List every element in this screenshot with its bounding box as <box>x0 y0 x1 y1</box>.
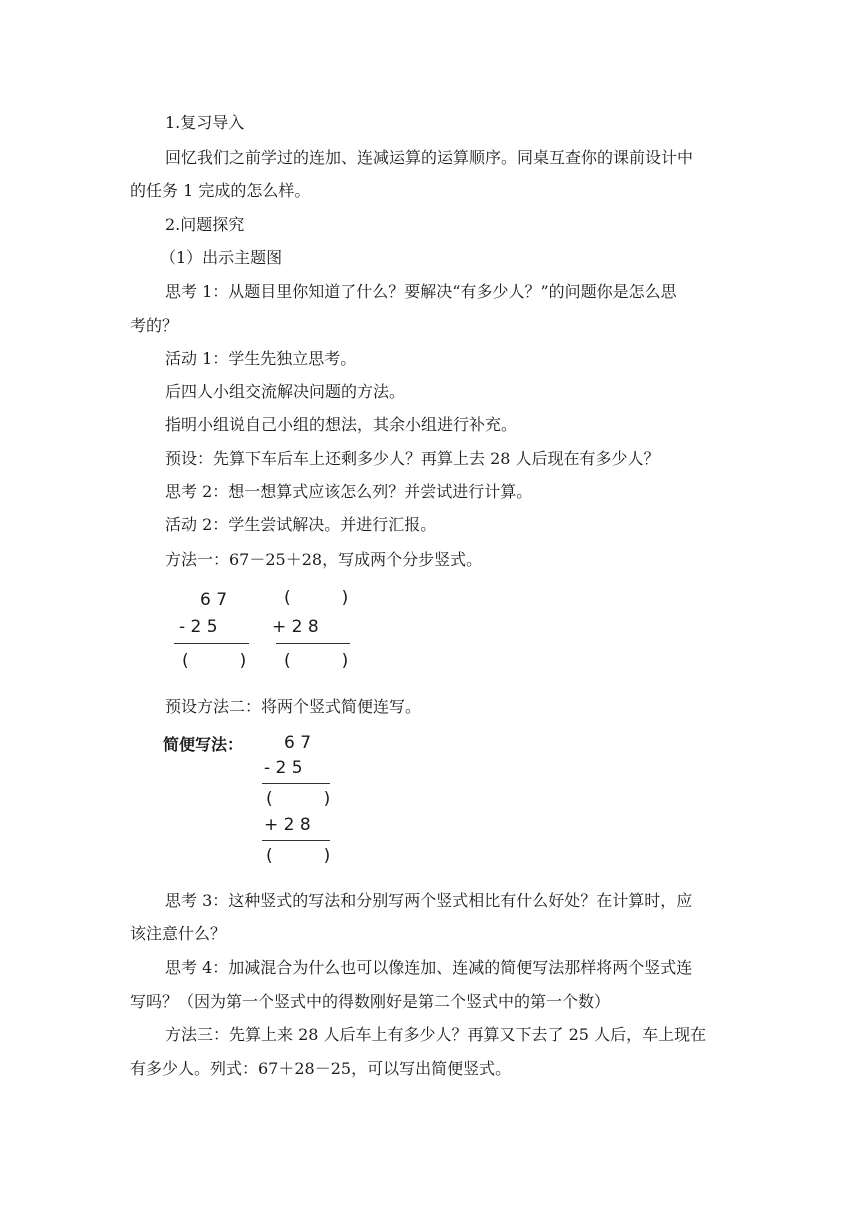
activity1-text: 活动 1：学生先独立思考。 <box>165 349 357 368</box>
shortcut-label: 简便写法： <box>163 735 244 754</box>
vertical2-underline <box>276 643 350 644</box>
vertical2-top: ( ) <box>284 588 349 608</box>
shortcut-mid-result: ( ) <box>266 789 331 809</box>
think2-text: 思考 2：想一想算式应该怎么列？并尝试进行计算。 <box>165 482 533 501</box>
section1-title: 1.复习导入 <box>165 113 245 132</box>
vertical1-top: 6 7 <box>200 590 228 610</box>
think4-line1: 思考 4：加减混合为什么也可以像连加、连减的简便写法那样将两个竖式连 <box>165 958 693 977</box>
method2-text: 预设方法二：将两个竖式简便连写。 <box>165 697 422 716</box>
shortcut-plus-row: + 2 8 <box>264 815 311 835</box>
vertical1-minus-row: - 2 5 <box>179 617 218 637</box>
shortcut-minus-row: - 2 5 <box>264 758 303 778</box>
activity2-text: 活动 2：学生尝试解决。并进行汇报。 <box>165 515 437 534</box>
think3-line2: 该注意什么？ <box>130 924 227 943</box>
vertical2-plus-row: + 2 8 <box>272 617 319 637</box>
shortcut-final-result: ( ) <box>266 846 331 866</box>
section2-title: 2.问题探究 <box>165 215 245 234</box>
shortcut-underline-2 <box>262 840 330 841</box>
method1-text: 方法一：67－25＋28，写成两个分步竖式。 <box>165 550 483 569</box>
section1-paragraph-line1: 回忆我们之前学过的连加、连减运算的运算顺序。同桌互查你的课前设计中 <box>165 148 694 167</box>
think1-line2: 考的？ <box>130 316 179 335</box>
method3-line2: 有多少人。列式：67＋28－25，可以写出简便竖式。 <box>130 1059 512 1078</box>
vertical1-result: ( ) <box>182 651 247 671</box>
shortcut-underline-1 <box>262 783 330 784</box>
vertical1-underline <box>174 643 249 644</box>
group-report-text: 指明小组说自己小组的想法，其余小组进行补充。 <box>165 415 518 434</box>
think1-line1: 思考 1：从题目里你知道了什么？要解决“有多少人？”的问题你是怎么思 <box>165 282 677 301</box>
think4-line2: 写吗？（因为第一个竖式中的得数刚好是第二个竖式中的第一个数） <box>130 992 611 1011</box>
shortcut-top: 6 7 <box>284 733 312 753</box>
group-discuss-text: 后四人小组交流解决问题的方法。 <box>165 382 406 401</box>
preset1-text: 预设：先算下车后车上还剩多少人？再算上去 28 人后现在有多少人？ <box>165 449 660 468</box>
method3-line1: 方法三：先算上来 28 人后车上有多少人？再算又下去了 25 人后，车上现在 <box>165 1025 707 1044</box>
think3-line1: 思考 3：这种竖式的写法和分别写两个竖式相比有什么好处？在计算时，应 <box>165 891 693 910</box>
vertical2-result: ( ) <box>284 651 349 671</box>
sub1-title: （1）出示主题图 <box>160 248 283 267</box>
section1-paragraph-line2: 的任务 1 完成的怎么样。 <box>130 181 311 200</box>
